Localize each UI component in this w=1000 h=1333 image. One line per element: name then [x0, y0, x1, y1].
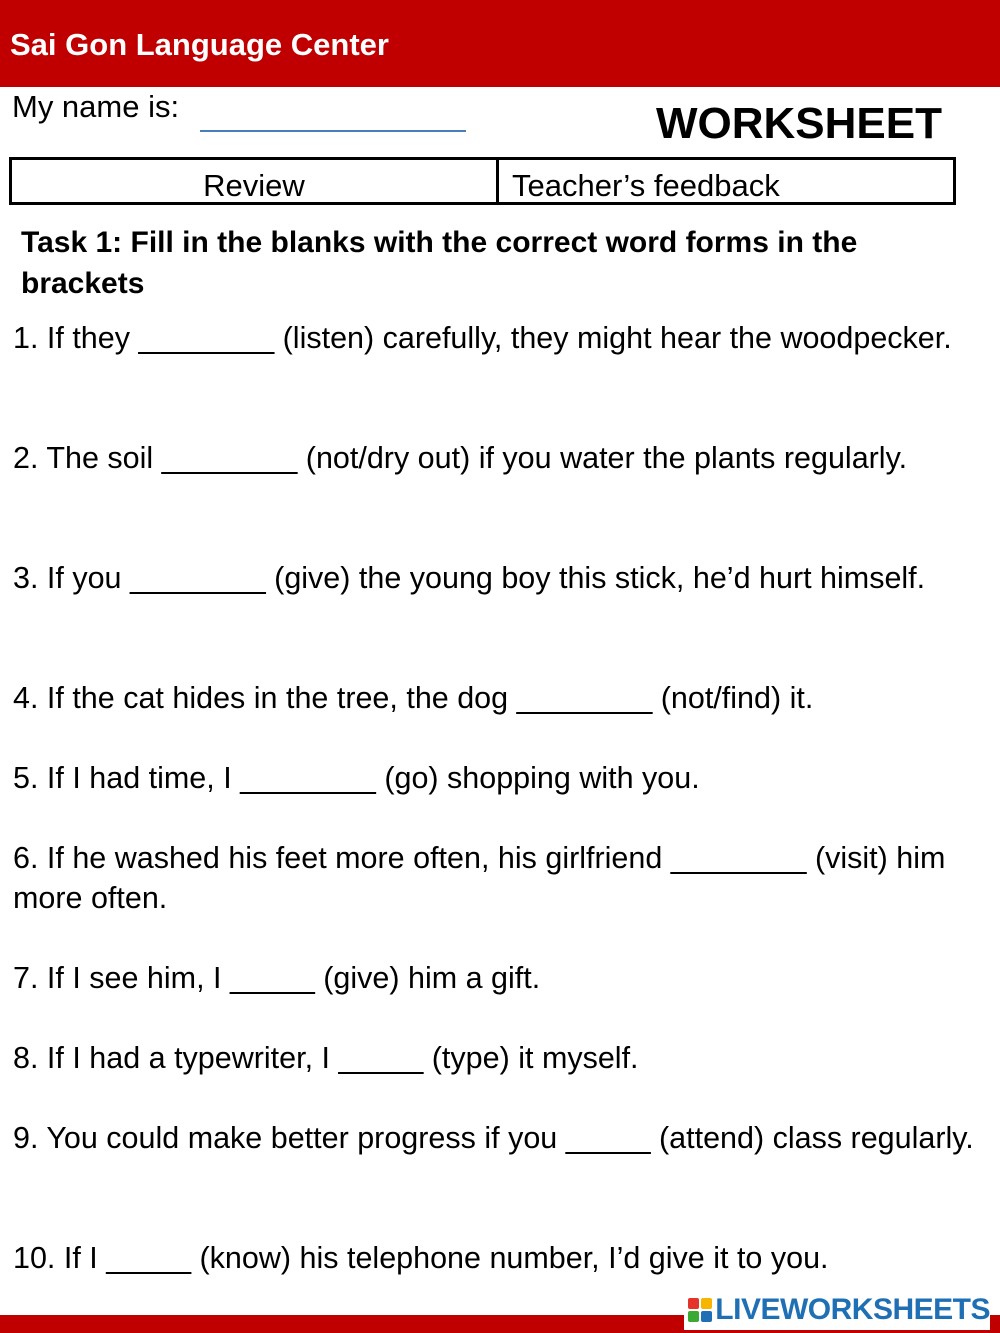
center-name: Sai Gon Language Center: [10, 27, 389, 62]
review-cell: Review: [12, 160, 499, 202]
name-input[interactable]: [200, 100, 466, 132]
worksheet-title: WORKSHEET: [656, 99, 942, 148]
question-item: 7. If I see him, I _____ (give) him a gift.: [13, 961, 541, 995]
logo-text: LIVEWORKSHEETS: [715, 1293, 990, 1326]
question-item: 3. If you ________ (give) the young boy this stick, he’d hurt himself.: [13, 561, 926, 595]
liveworksheets-logo-icon: [688, 1298, 712, 1322]
question-item: 10. If I _____ (know) his telephone number, I’d give it to you.: [13, 1241, 829, 1275]
header-bar: [0, 0, 1000, 87]
question-item: 1. If they ________ (listen) carefully, they might hear the woodpecker.: [13, 321, 952, 355]
task-heading: Task 1: Fill in the blanks with the correct word forms in the brackets: [21, 226, 858, 300]
question-item: 8. If I had a typewriter, I _____ (type) it myself.: [13, 1041, 639, 1075]
question-item: 6. If he washed his feet more often, his girlfriend ________ (visit) him more often.: [13, 841, 946, 915]
question-item: 2. The soil ________ (not/dry out) if you water the plants regularly.: [13, 441, 908, 475]
name-label: My name is:: [12, 89, 180, 124]
question-item: 9. You could make better progress if you _____ (attend) class regularly.: [13, 1121, 974, 1155]
question-item: 4. If the cat hides in the tree, the dog ________ (not/find) it.: [13, 681, 814, 715]
question-item: 5. If I had time, I ________ (go) shopping with you.: [13, 761, 700, 795]
review-table: [9, 157, 956, 205]
teacher-feedback-cell: Teacher’s feedback: [512, 168, 780, 202]
liveworksheets-logo[interactable]: [684, 1290, 990, 1330]
